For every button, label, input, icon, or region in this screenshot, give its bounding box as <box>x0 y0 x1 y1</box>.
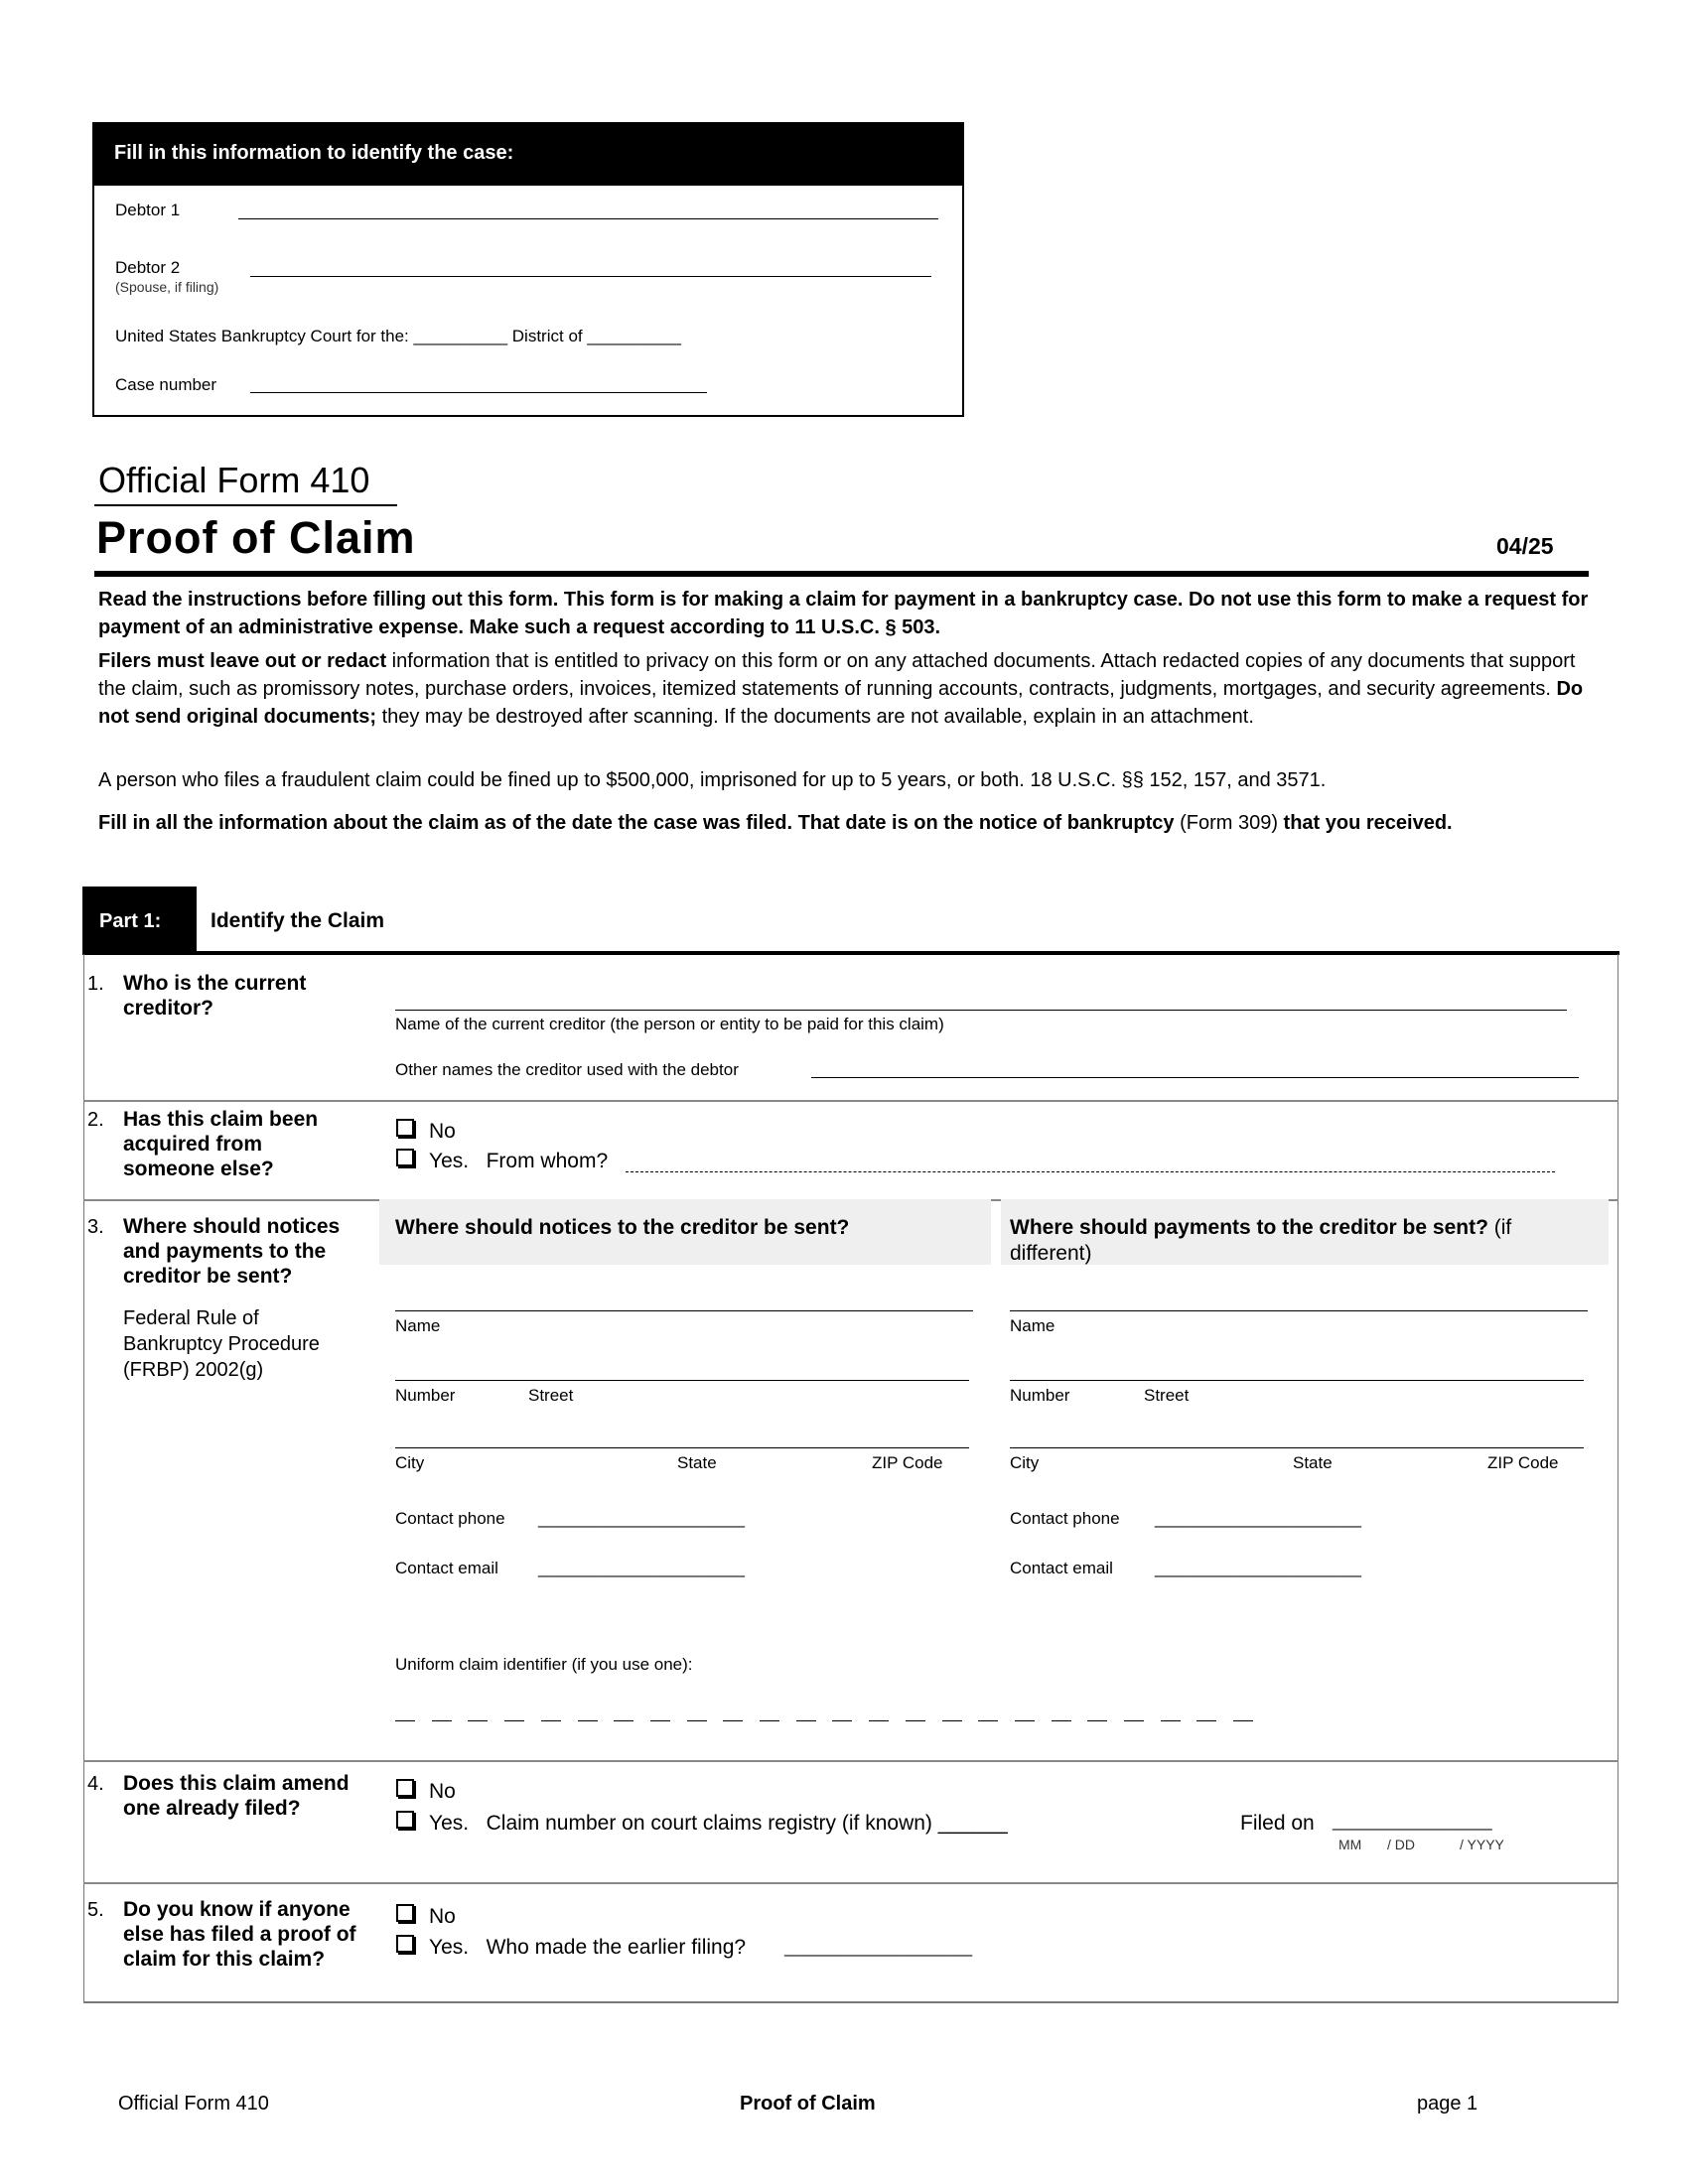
uci-character-slot[interactable] <box>942 1720 962 1721</box>
q2-yes-checkbox[interactable] <box>396 1149 414 1166</box>
notices-zip-label: ZIP Code <box>872 1453 943 1472</box>
payments-column-heading <box>1010 1215 1566 1267</box>
notices-email-label: Contact email <box>395 1559 498 1577</box>
uci-character-slot[interactable] <box>1052 1720 1071 1721</box>
q4-yes-text: Yes. <box>429 1812 470 1835</box>
q1-question: Who is the current creditor? <box>123 972 307 1020</box>
payments-zip-label: ZIP Code <box>1487 1453 1559 1472</box>
debtor2-field[interactable] <box>250 276 931 277</box>
intro-paragraph-2 <box>98 647 1608 731</box>
uci-character-slot[interactable] <box>578 1720 598 1721</box>
uci-character-slot[interactable] <box>541 1720 561 1721</box>
intro-p2-bold2: Do not send original documents; <box>98 678 1584 728</box>
district-blank[interactable]: __________ <box>587 327 681 345</box>
q5-no-checkbox[interactable] <box>396 1904 414 1922</box>
q5-who-field[interactable]: ____________________ <box>784 1938 973 1957</box>
form-number-rule <box>94 504 397 506</box>
q2-no-label: No <box>429 1120 456 1143</box>
other-names-field[interactable] <box>811 1077 1579 1078</box>
uci-character-slot[interactable] <box>395 1720 415 1721</box>
q4-dd-caption: / DD <box>1387 1837 1415 1852</box>
q4-claim-number-field[interactable]: ______ <box>937 1812 1008 1835</box>
payments-city-label: City <box>1010 1453 1040 1472</box>
uci-character-slot[interactable] <box>1124 1720 1144 1721</box>
debtor1-label: Debtor 1 <box>115 201 181 219</box>
case-info-box <box>92 122 964 417</box>
payments-heading-bold: Where should payments to the creditor be sent? <box>1010 1216 1488 1239</box>
intro-paragraph-3: A person who files a fraudulent claim could be fined up to $500,000, imprisoned for up to 5 years, or both. 18 U.S.C. §§ 152, 157, and 3571. <box>98 769 1327 791</box>
uci-character-slot[interactable] <box>1233 1720 1253 1721</box>
notices-city-label: City <box>395 1453 425 1472</box>
q5-no-label: No <box>429 1905 456 1928</box>
payments-street-field[interactable] <box>1010 1380 1584 1381</box>
q5-who-label: Who made the earlier filing? <box>486 1936 747 1959</box>
q5-question: Do you know if anyone else has filed a proof of claim for this claim? <box>123 1898 356 1971</box>
form-version-date: 04/25 <box>1496 533 1554 559</box>
debtor2-note: (Spouse, if filing) <box>115 279 219 295</box>
intro-p4-text: (Form 309) <box>1174 812 1284 834</box>
intro-paragraph-4 <box>98 809 1608 837</box>
q4-yes-checkbox[interactable] <box>396 1811 414 1829</box>
court-label <box>115 327 681 346</box>
payments-city-field[interactable] <box>1010 1447 1584 1448</box>
intro-paragraph-1: Read the instructions before filling out this form. This form is for making a claim for payment in a bankruptcy case. Do not use this form to make a request for payment of an administrative expense. Make such a request according to 11 U.S.C. § 503. <box>98 589 1589 638</box>
uci-character-slot[interactable] <box>614 1720 633 1721</box>
notices-street-label: Street <box>528 1386 574 1405</box>
q4-question: Does this claim amend one already filed? <box>123 1772 350 1820</box>
court-blank[interactable]: __________ <box>413 327 508 345</box>
q3-number: 3. <box>87 1216 104 1238</box>
uci-character-slot[interactable] <box>504 1720 524 1721</box>
q2-yes-label <box>429 1150 608 1173</box>
case-number-field[interactable] <box>250 392 707 393</box>
q4-filed-on-field[interactable]: _________________ <box>1333 1812 1492 1831</box>
debtor1-field[interactable] <box>238 218 938 219</box>
debtor2-label: Debtor 2 <box>115 258 181 277</box>
notices-number-label: Number <box>395 1386 456 1405</box>
uci-character-slot[interactable] <box>1161 1720 1181 1721</box>
part1-title: Identify the Claim <box>211 909 385 932</box>
q1-number: 1. <box>87 973 104 995</box>
notices-phone-label: Contact phone <box>395 1509 505 1528</box>
row-divider <box>83 1100 1618 1102</box>
intro-p2-bold: Filers must leave out or redact <box>98 650 387 672</box>
q5-number: 5. <box>87 1899 104 1921</box>
q2-yes-text: Yes. <box>429 1150 470 1172</box>
q4-mm-caption: MM <box>1338 1837 1362 1852</box>
payments-name-label: Name <box>1010 1316 1055 1335</box>
case-box-heading: Fill in this information to identify the case: <box>94 124 962 186</box>
q5-yes-checkbox[interactable] <box>396 1935 414 1953</box>
uci-character-slot[interactable] <box>760 1720 779 1721</box>
q2-from-whom: From whom? <box>486 1150 609 1172</box>
payments-name-field[interactable] <box>1010 1310 1588 1311</box>
q5-yes-label <box>429 1936 746 1960</box>
intro-p2-text2: they may be destroyed after scanning. If the documents are not available, explain in an attachment. <box>376 706 1254 728</box>
uci-character-slot[interactable] <box>832 1720 852 1721</box>
q4-number: 4. <box>87 1773 104 1795</box>
district-label: District of <box>511 327 583 345</box>
q2-from-whom-field[interactable] <box>626 1171 1555 1172</box>
footer-page-number: page 1 <box>1417 2093 1478 2115</box>
uci-character-slot[interactable] <box>650 1720 670 1721</box>
uci-character-slot[interactable] <box>468 1720 488 1721</box>
payments-phone-label: Contact phone <box>1010 1509 1120 1528</box>
payments-state-label: State <box>1293 1453 1333 1472</box>
payments-heading-note: (if different) <box>1010 1216 1512 1265</box>
q3-question: Where should notices and payments to the creditor be sent? <box>123 1215 341 1288</box>
notices-state-label: State <box>677 1453 717 1472</box>
intro-p4-bold: Fill in all the information about the claim as of the date the case was filed. That date is on the notice of bankruptcy <box>98 812 1175 834</box>
uci-label: Uniform claim identifier (if you use one): <box>395 1655 693 1674</box>
payments-email-label: Contact email <box>1010 1559 1113 1577</box>
uci-character-slot[interactable] <box>869 1720 889 1721</box>
row-divider <box>83 1760 1618 1762</box>
q3-rule-reference: Federal Rule of Bankruptcy Procedure (FRBP) 2002(g) <box>123 1307 320 1381</box>
q4-yes-label <box>429 1812 1008 1836</box>
q4-no-label: No <box>429 1780 456 1803</box>
uci-character-slot[interactable] <box>1015 1720 1035 1721</box>
uci-character-slot[interactable] <box>796 1720 816 1721</box>
form-number: Official Form 410 <box>98 460 370 500</box>
notices-name-label: Name <box>395 1316 441 1335</box>
q2-no-checkbox[interactable] <box>396 1119 414 1137</box>
uci-character-slot[interactable] <box>723 1720 743 1721</box>
footer-title: Proof of Claim <box>740 2093 876 2115</box>
uci-character-slot[interactable] <box>1087 1720 1107 1721</box>
footer-form-number: Official Form 410 <box>118 2093 269 2115</box>
payments-phone-field[interactable]: ______________________ <box>1155 1509 1362 1528</box>
notices-street-field[interactable] <box>395 1380 969 1381</box>
q2-question: Has this claim been acquired from someone else? <box>123 1108 319 1180</box>
uci-character-slot[interactable] <box>687 1720 707 1721</box>
title-rule <box>94 571 1589 577</box>
creditor-name-caption: Name of the current creditor (the person or entity to be paid for this claim) <box>395 1015 944 1033</box>
uci-character-slot[interactable] <box>906 1720 925 1721</box>
case-number-label: Case number <box>115 375 217 394</box>
uci-character-slot[interactable] <box>1196 1720 1216 1721</box>
notices-city-field[interactable] <box>395 1447 969 1448</box>
q5-yes-text: Yes. <box>429 1936 470 1959</box>
notices-name-field[interactable] <box>395 1310 973 1311</box>
payments-number-label: Number <box>1010 1386 1070 1405</box>
uci-character-slot[interactable] <box>978 1720 998 1721</box>
intro-p4-bold2: that you received. <box>1283 812 1453 834</box>
q4-filed-on-label: Filed on <box>1240 1812 1315 1835</box>
q2-number: 2. <box>87 1109 104 1131</box>
notices-email-field[interactable]: ______________________ <box>538 1559 746 1577</box>
page-title: Proof of Claim <box>96 512 416 563</box>
uci-character-slot[interactable] <box>432 1720 452 1721</box>
q4-yyyy-caption: / YYYY <box>1460 1837 1504 1852</box>
intro-p2-text: information that is entitled to privacy on this form or on any attached documents. Attach redacted copies of any documents that support the claim, such as promissory notes, purchase orders, invoices, itemized statements of running accounts, contracts, judgments, mortgages, and security agreements. <box>98 650 1576 700</box>
creditor-name-field[interactable] <box>395 1010 1567 1011</box>
row-divider <box>83 1882 1618 1884</box>
part1-tab: Part 1: <box>82 887 197 954</box>
payments-email-field[interactable]: ______________________ <box>1155 1559 1362 1577</box>
notices-phone-field[interactable]: ______________________ <box>538 1509 746 1528</box>
court-prefix: United States Bankruptcy Court for the: <box>115 327 409 345</box>
q4-claim-number-label: Claim number on court claims registry (if known) <box>486 1812 932 1835</box>
notices-column-heading: Where should notices to the creditor be sent? <box>395 1216 850 1239</box>
payments-street-label: Street <box>1144 1386 1190 1405</box>
other-names-label: Other names the creditor used with the debtor <box>395 1060 739 1079</box>
q4-no-checkbox[interactable] <box>396 1779 414 1797</box>
